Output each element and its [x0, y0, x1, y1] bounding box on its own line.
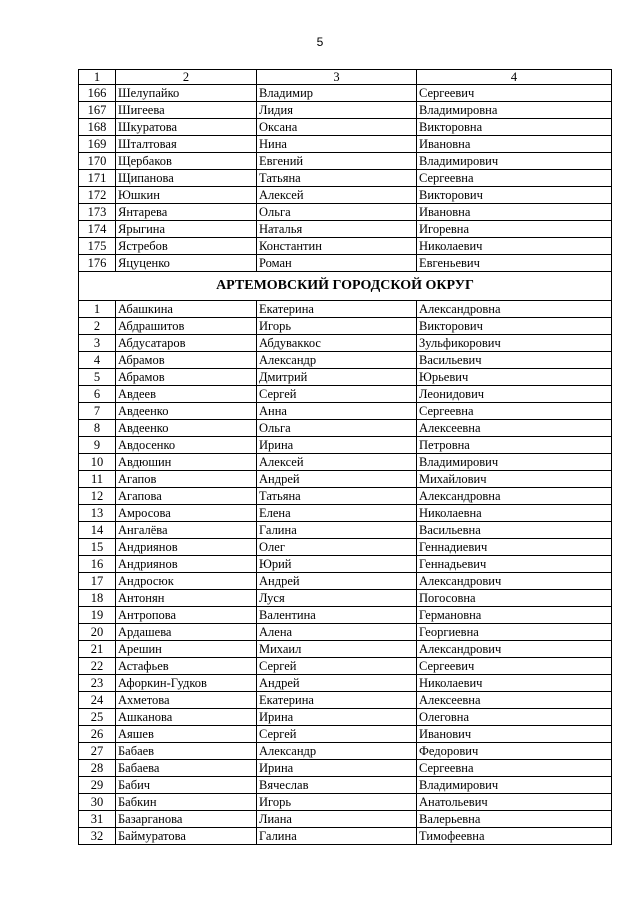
table-row — [79, 403, 612, 420]
column-index-2: 2 — [116, 70, 257, 85]
patronymic-cell: Алексеевна — [417, 692, 612, 709]
first-name-cell: Ирина — [257, 709, 417, 726]
first-name-cell: Юрий — [257, 556, 417, 573]
table-row — [79, 556, 612, 573]
patronymic-cell: Николаевич — [417, 675, 612, 692]
surname-cell: Шелупайко — [116, 85, 257, 102]
table-row — [79, 794, 612, 811]
roster-body — [79, 70, 612, 845]
surname-cell: Ашканова — [116, 709, 257, 726]
surname-cell: Арешин — [116, 641, 257, 658]
page-number: 5 — [316, 35, 324, 49]
table-row — [79, 760, 612, 777]
column-index-3: 3 — [257, 70, 417, 85]
first-name-cell: Татьяна — [257, 170, 417, 187]
patronymic-cell: Сергеевна — [417, 170, 612, 187]
first-name-cell: Сергей — [257, 386, 417, 403]
table-row — [79, 624, 612, 641]
roster-table — [78, 69, 612, 845]
table-row — [79, 828, 612, 845]
first-name-cell: Алексей — [257, 187, 417, 204]
table-row — [79, 301, 612, 318]
surname-cell: Абдусатаров — [116, 335, 257, 352]
surname-cell: Авдюшин — [116, 454, 257, 471]
first-name-cell: Андрей — [257, 573, 417, 590]
row-number-cell: 170 — [79, 153, 116, 170]
patronymic-cell: Николаевна — [417, 505, 612, 522]
table-row — [79, 119, 612, 136]
patronymic-cell: Сергеевна — [417, 403, 612, 420]
table-row — [79, 539, 612, 556]
table-row — [79, 658, 612, 675]
first-name-cell: Галина — [257, 828, 417, 845]
surname-cell: Щербаков — [116, 153, 257, 170]
patronymic-cell: Викторович — [417, 318, 612, 335]
surname-cell: Щипанова — [116, 170, 257, 187]
first-name-cell: Лидия — [257, 102, 417, 119]
table-row — [79, 437, 612, 454]
table-row — [79, 522, 612, 539]
first-name-cell: Алексей — [257, 454, 417, 471]
surname-cell: Яцуценко — [116, 255, 257, 272]
table-row — [79, 335, 612, 352]
first-name-cell: Абдуваккос — [257, 335, 417, 352]
row-number-cell: 1 — [79, 301, 116, 318]
first-name-cell: Лиана — [257, 811, 417, 828]
table-row — [79, 238, 612, 255]
table-row — [79, 573, 612, 590]
patronymic-cell: Погосовна — [417, 590, 612, 607]
patronymic-cell: Владимирович — [417, 454, 612, 471]
first-name-cell: Олег — [257, 539, 417, 556]
row-number-cell: 31 — [79, 811, 116, 828]
patronymic-cell: Федорович — [417, 743, 612, 760]
row-number-cell: 9 — [79, 437, 116, 454]
row-number-cell: 11 — [79, 471, 116, 488]
surname-cell: Шигеева — [116, 102, 257, 119]
table-row — [79, 386, 612, 403]
surname-cell: Юшкин — [116, 187, 257, 204]
row-number-cell: 7 — [79, 403, 116, 420]
patronymic-cell: Алексеевна — [417, 420, 612, 437]
row-number-cell: 21 — [79, 641, 116, 658]
table-row — [79, 221, 612, 238]
row-number-cell: 22 — [79, 658, 116, 675]
first-name-cell: Ольга — [257, 204, 417, 221]
column-index-1: 1 — [79, 70, 116, 85]
patronymic-cell: Васильевна — [417, 522, 612, 539]
surname-cell: Шкуратова — [116, 119, 257, 136]
patronymic-cell: Геннадиевич — [417, 539, 612, 556]
table-row — [79, 170, 612, 187]
surname-cell: Андриянов — [116, 539, 257, 556]
first-name-cell: Роман — [257, 255, 417, 272]
table-row — [79, 85, 612, 102]
row-number-cell: 6 — [79, 386, 116, 403]
row-number-cell: 19 — [79, 607, 116, 624]
first-name-cell: Владимир — [257, 85, 417, 102]
column-index-4: 4 — [417, 70, 612, 85]
table-row — [79, 187, 612, 204]
table-row — [79, 471, 612, 488]
row-number-cell: 23 — [79, 675, 116, 692]
first-name-cell: Анна — [257, 403, 417, 420]
table-row — [79, 743, 612, 760]
first-name-cell: Екатерина — [257, 301, 417, 318]
surname-cell: Абашкина — [116, 301, 257, 318]
surname-cell: Антропова — [116, 607, 257, 624]
first-name-cell: Ирина — [257, 760, 417, 777]
row-number-cell: 16 — [79, 556, 116, 573]
table-row — [79, 692, 612, 709]
surname-cell: Бабаев — [116, 743, 257, 760]
row-number-cell: 12 — [79, 488, 116, 505]
first-name-cell: Игорь — [257, 318, 417, 335]
table-row — [79, 777, 612, 794]
patronymic-cell: Валерьевна — [417, 811, 612, 828]
first-name-cell: Ирина — [257, 437, 417, 454]
table-row — [79, 352, 612, 369]
surname-cell: Андросюк — [116, 573, 257, 590]
patronymic-cell: Александровна — [417, 488, 612, 505]
first-name-cell: Наталья — [257, 221, 417, 238]
first-name-cell: Елена — [257, 505, 417, 522]
surname-cell: Янтарева — [116, 204, 257, 221]
patronymic-cell: Александрович — [417, 573, 612, 590]
row-number-cell: 176 — [79, 255, 116, 272]
row-number-cell: 175 — [79, 238, 116, 255]
patronymic-cell: Владимирович — [417, 153, 612, 170]
surname-cell: Ярыгина — [116, 221, 257, 238]
row-number-cell: 169 — [79, 136, 116, 153]
first-name-cell: Андрей — [257, 675, 417, 692]
row-number-cell: 14 — [79, 522, 116, 539]
table-row — [79, 675, 612, 692]
row-number-cell: 32 — [79, 828, 116, 845]
table-row — [79, 420, 612, 437]
patronymic-cell: Игоревна — [417, 221, 612, 238]
patronymic-cell: Петровна — [417, 437, 612, 454]
patronymic-cell: Евгеньевич — [417, 255, 612, 272]
row-number-cell: 10 — [79, 454, 116, 471]
surname-cell: Бабич — [116, 777, 257, 794]
patronymic-cell: Сергеевич — [417, 658, 612, 675]
patronymic-cell: Ивановна — [417, 136, 612, 153]
patronymic-cell: Михайлович — [417, 471, 612, 488]
table-row — [79, 811, 612, 828]
patronymic-cell: Анатольевич — [417, 794, 612, 811]
surname-cell: Афоркин-Гудков — [116, 675, 257, 692]
first-name-cell: Евгений — [257, 153, 417, 170]
row-number-cell: 3 — [79, 335, 116, 352]
surname-cell: Андриянов — [116, 556, 257, 573]
first-name-cell: Сергей — [257, 726, 417, 743]
table-row — [79, 590, 612, 607]
row-number-cell: 172 — [79, 187, 116, 204]
section-heading-row — [79, 272, 612, 301]
first-name-cell: Константин — [257, 238, 417, 255]
column-index-row — [79, 70, 612, 85]
table-row — [79, 454, 612, 471]
surname-cell: Антонян — [116, 590, 257, 607]
patronymic-cell: Александровна — [417, 301, 612, 318]
row-number-cell: 166 — [79, 85, 116, 102]
table-row — [79, 318, 612, 335]
surname-cell: Базарганова — [116, 811, 257, 828]
first-name-cell: Игорь — [257, 794, 417, 811]
table-row — [79, 505, 612, 522]
table-row — [79, 607, 612, 624]
first-name-cell: Луся — [257, 590, 417, 607]
row-number-cell: 13 — [79, 505, 116, 522]
first-name-cell: Дмитрий — [257, 369, 417, 386]
surname-cell: Ардашева — [116, 624, 257, 641]
patronymic-cell: Иванович — [417, 726, 612, 743]
row-number-cell: 20 — [79, 624, 116, 641]
patronymic-cell: Сергеевна — [417, 760, 612, 777]
first-name-cell: Андрей — [257, 471, 417, 488]
first-name-cell: Сергей — [257, 658, 417, 675]
surname-cell: Агапов — [116, 471, 257, 488]
row-number-cell: 17 — [79, 573, 116, 590]
row-number-cell: 8 — [79, 420, 116, 437]
surname-cell: Абрамов — [116, 352, 257, 369]
row-number-cell: 15 — [79, 539, 116, 556]
surname-cell: Авдеенко — [116, 403, 257, 420]
surname-cell: Авдосенко — [116, 437, 257, 454]
surname-cell: Шталтовая — [116, 136, 257, 153]
surname-cell: Бабаева — [116, 760, 257, 777]
surname-cell: Ангалёва — [116, 522, 257, 539]
row-number-cell: 168 — [79, 119, 116, 136]
surname-cell: Абдрашитов — [116, 318, 257, 335]
patronymic-cell: Ивановна — [417, 204, 612, 221]
section-title: АРТЕМОВСКИЙ ГОРОДСКОЙ ОКРУГ — [79, 272, 612, 301]
row-number-cell: 27 — [79, 743, 116, 760]
row-number-cell: 173 — [79, 204, 116, 221]
table-row — [79, 153, 612, 170]
surname-cell: Баймуратова — [116, 828, 257, 845]
patronymic-cell: Васильевич — [417, 352, 612, 369]
patronymic-cell: Николаевич — [417, 238, 612, 255]
first-name-cell: Михаил — [257, 641, 417, 658]
first-name-cell: Ольга — [257, 420, 417, 437]
patronymic-cell: Сергеевич — [417, 85, 612, 102]
patronymic-cell: Викторовна — [417, 119, 612, 136]
first-name-cell: Александр — [257, 352, 417, 369]
first-name-cell: Татьяна — [257, 488, 417, 505]
row-number-cell: 25 — [79, 709, 116, 726]
patronymic-cell: Зульфикорович — [417, 335, 612, 352]
first-name-cell: Оксана — [257, 119, 417, 136]
first-name-cell: Галина — [257, 522, 417, 539]
row-number-cell: 171 — [79, 170, 116, 187]
row-number-cell: 26 — [79, 726, 116, 743]
surname-cell: Ахметова — [116, 692, 257, 709]
patronymic-cell: Юрьевич — [417, 369, 612, 386]
patronymic-cell: Александрович — [417, 641, 612, 658]
patronymic-cell: Георгиевна — [417, 624, 612, 641]
first-name-cell: Нина — [257, 136, 417, 153]
patronymic-cell: Олеговна — [417, 709, 612, 726]
first-name-cell: Алена — [257, 624, 417, 641]
table-row — [79, 641, 612, 658]
surname-cell: Авдеев — [116, 386, 257, 403]
surname-cell: Астафьев — [116, 658, 257, 675]
table-row — [79, 488, 612, 505]
row-number-cell: 28 — [79, 760, 116, 777]
first-name-cell: Александр — [257, 743, 417, 760]
surname-cell: Ястребов — [116, 238, 257, 255]
table-row — [79, 204, 612, 221]
table-row — [79, 136, 612, 153]
row-number-cell: 5 — [79, 369, 116, 386]
row-number-cell: 174 — [79, 221, 116, 238]
patronymic-cell: Геннадьевич — [417, 556, 612, 573]
patronymic-cell: Викторович — [417, 187, 612, 204]
surname-cell: Авдеенко — [116, 420, 257, 437]
patronymic-cell: Владимировна — [417, 102, 612, 119]
row-number-cell: 24 — [79, 692, 116, 709]
patronymic-cell: Леонидович — [417, 386, 612, 403]
table-row — [79, 709, 612, 726]
first-name-cell: Валентина — [257, 607, 417, 624]
row-number-cell: 30 — [79, 794, 116, 811]
row-number-cell: 18 — [79, 590, 116, 607]
row-number-cell: 4 — [79, 352, 116, 369]
patronymic-cell: Германовна — [417, 607, 612, 624]
table-row — [79, 102, 612, 119]
surname-cell: Агапова — [116, 488, 257, 505]
table-row — [79, 255, 612, 272]
surname-cell: Аяшев — [116, 726, 257, 743]
surname-cell: Амросова — [116, 505, 257, 522]
first-name-cell: Екатерина — [257, 692, 417, 709]
patronymic-cell: Владимирович — [417, 777, 612, 794]
table-row — [79, 726, 612, 743]
row-number-cell: 167 — [79, 102, 116, 119]
surname-cell: Абрамов — [116, 369, 257, 386]
row-number-cell: 29 — [79, 777, 116, 794]
surname-cell: Бабкин — [116, 794, 257, 811]
row-number-cell: 2 — [79, 318, 116, 335]
patronymic-cell: Тимофеевна — [417, 828, 612, 845]
table-row — [79, 369, 612, 386]
first-name-cell: Вячеслав — [257, 777, 417, 794]
